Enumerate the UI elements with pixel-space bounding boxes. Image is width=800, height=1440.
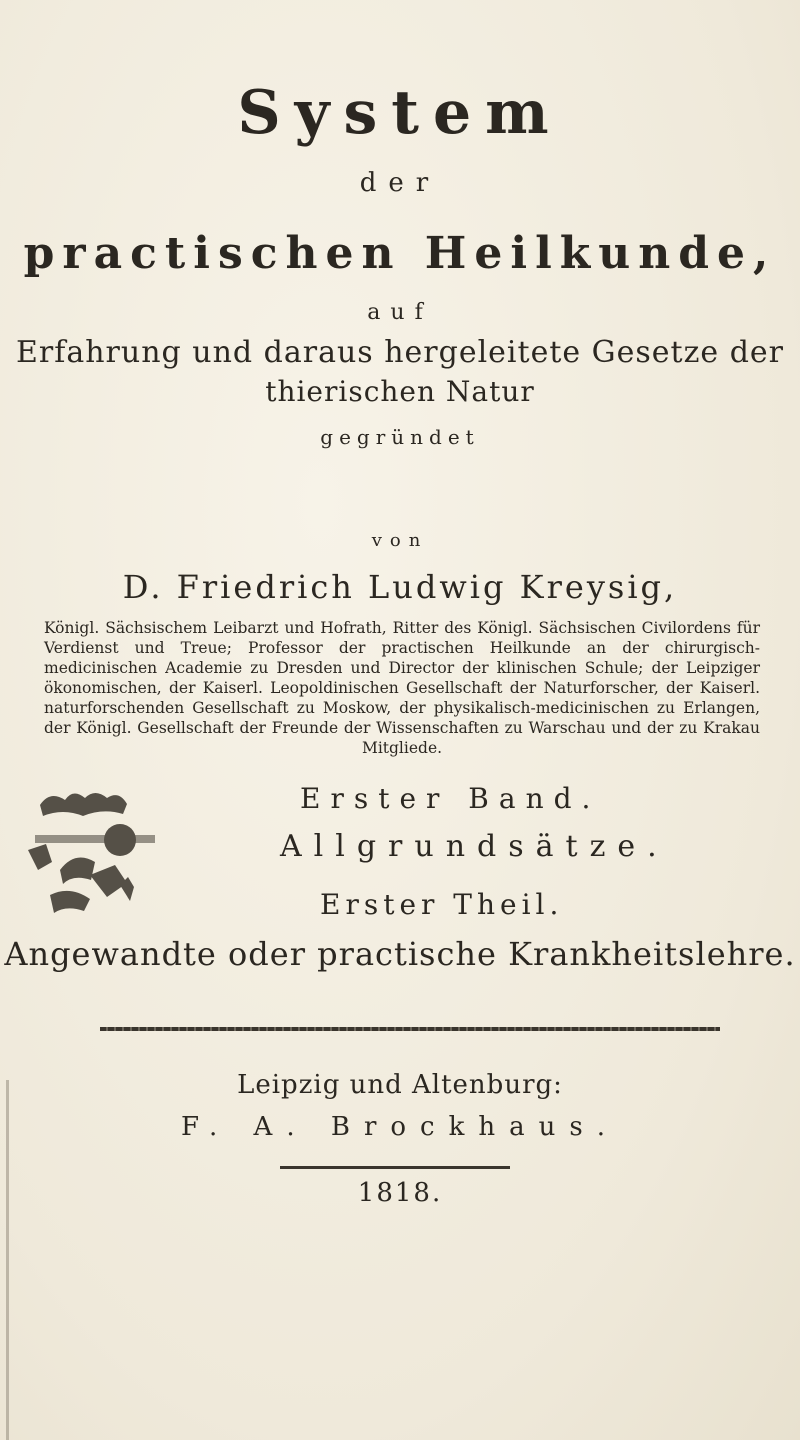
book-title: System (237, 78, 563, 148)
part-label: Erster Theil. (320, 888, 564, 921)
volume-label: Erster Band. (300, 782, 601, 815)
decorative-rule (100, 1027, 720, 1031)
volume-subtitle: Allgrundsätze. (280, 829, 669, 864)
subtitle-line-1: Erfahrung und daraus hergeleitete Gesetze der (15, 335, 785, 370)
year-rule (280, 1166, 510, 1169)
part-subtitle: Angewandte oder practische Krankheitslehre. (4, 935, 796, 973)
main-title: practischen Heilkunde, (23, 228, 777, 279)
publication-place: Leipzig und Altenburg: (237, 1070, 563, 1100)
library-stamp-icon (20, 775, 175, 925)
subtitle-line-2: thierischen Natur (265, 375, 535, 408)
publisher-name: F. A. Brockhaus. (181, 1112, 619, 1142)
publication-year: 1818. (357, 1178, 443, 1208)
title-connector-der: der (359, 168, 441, 198)
author-name: D. Friedrich Ludwig Kreysig, (122, 568, 678, 606)
page-edge-line (6, 1080, 9, 1440)
gegruendet-word: gegründet (320, 425, 480, 449)
author-credentials: Königl. Sächsischem Leibarzt und Hofrath, Ritter des Königl. Sächsischen Civilordens für Verdienst und Treue; Professor der practischen Heilkunde an der chirurgisch-medicinischen Academie zu Dresden und Director der klinischen Schule; der Leipziger ökonomischen, der Kaiserl. Leopoldinischen Gesellschaft der Naturforscher, der Kaiserl. naturforschenden Gesellschaft zu Moskow, der physikalisch-medicinischen zu Erlangen, der Königl. Gesellschaft der Freunde der Wissenschaften zu Warschau und der zu Krakau Mitgliede. (44, 619, 760, 757)
title-connector-auf: auf (367, 300, 433, 325)
von-word: von (371, 530, 429, 551)
